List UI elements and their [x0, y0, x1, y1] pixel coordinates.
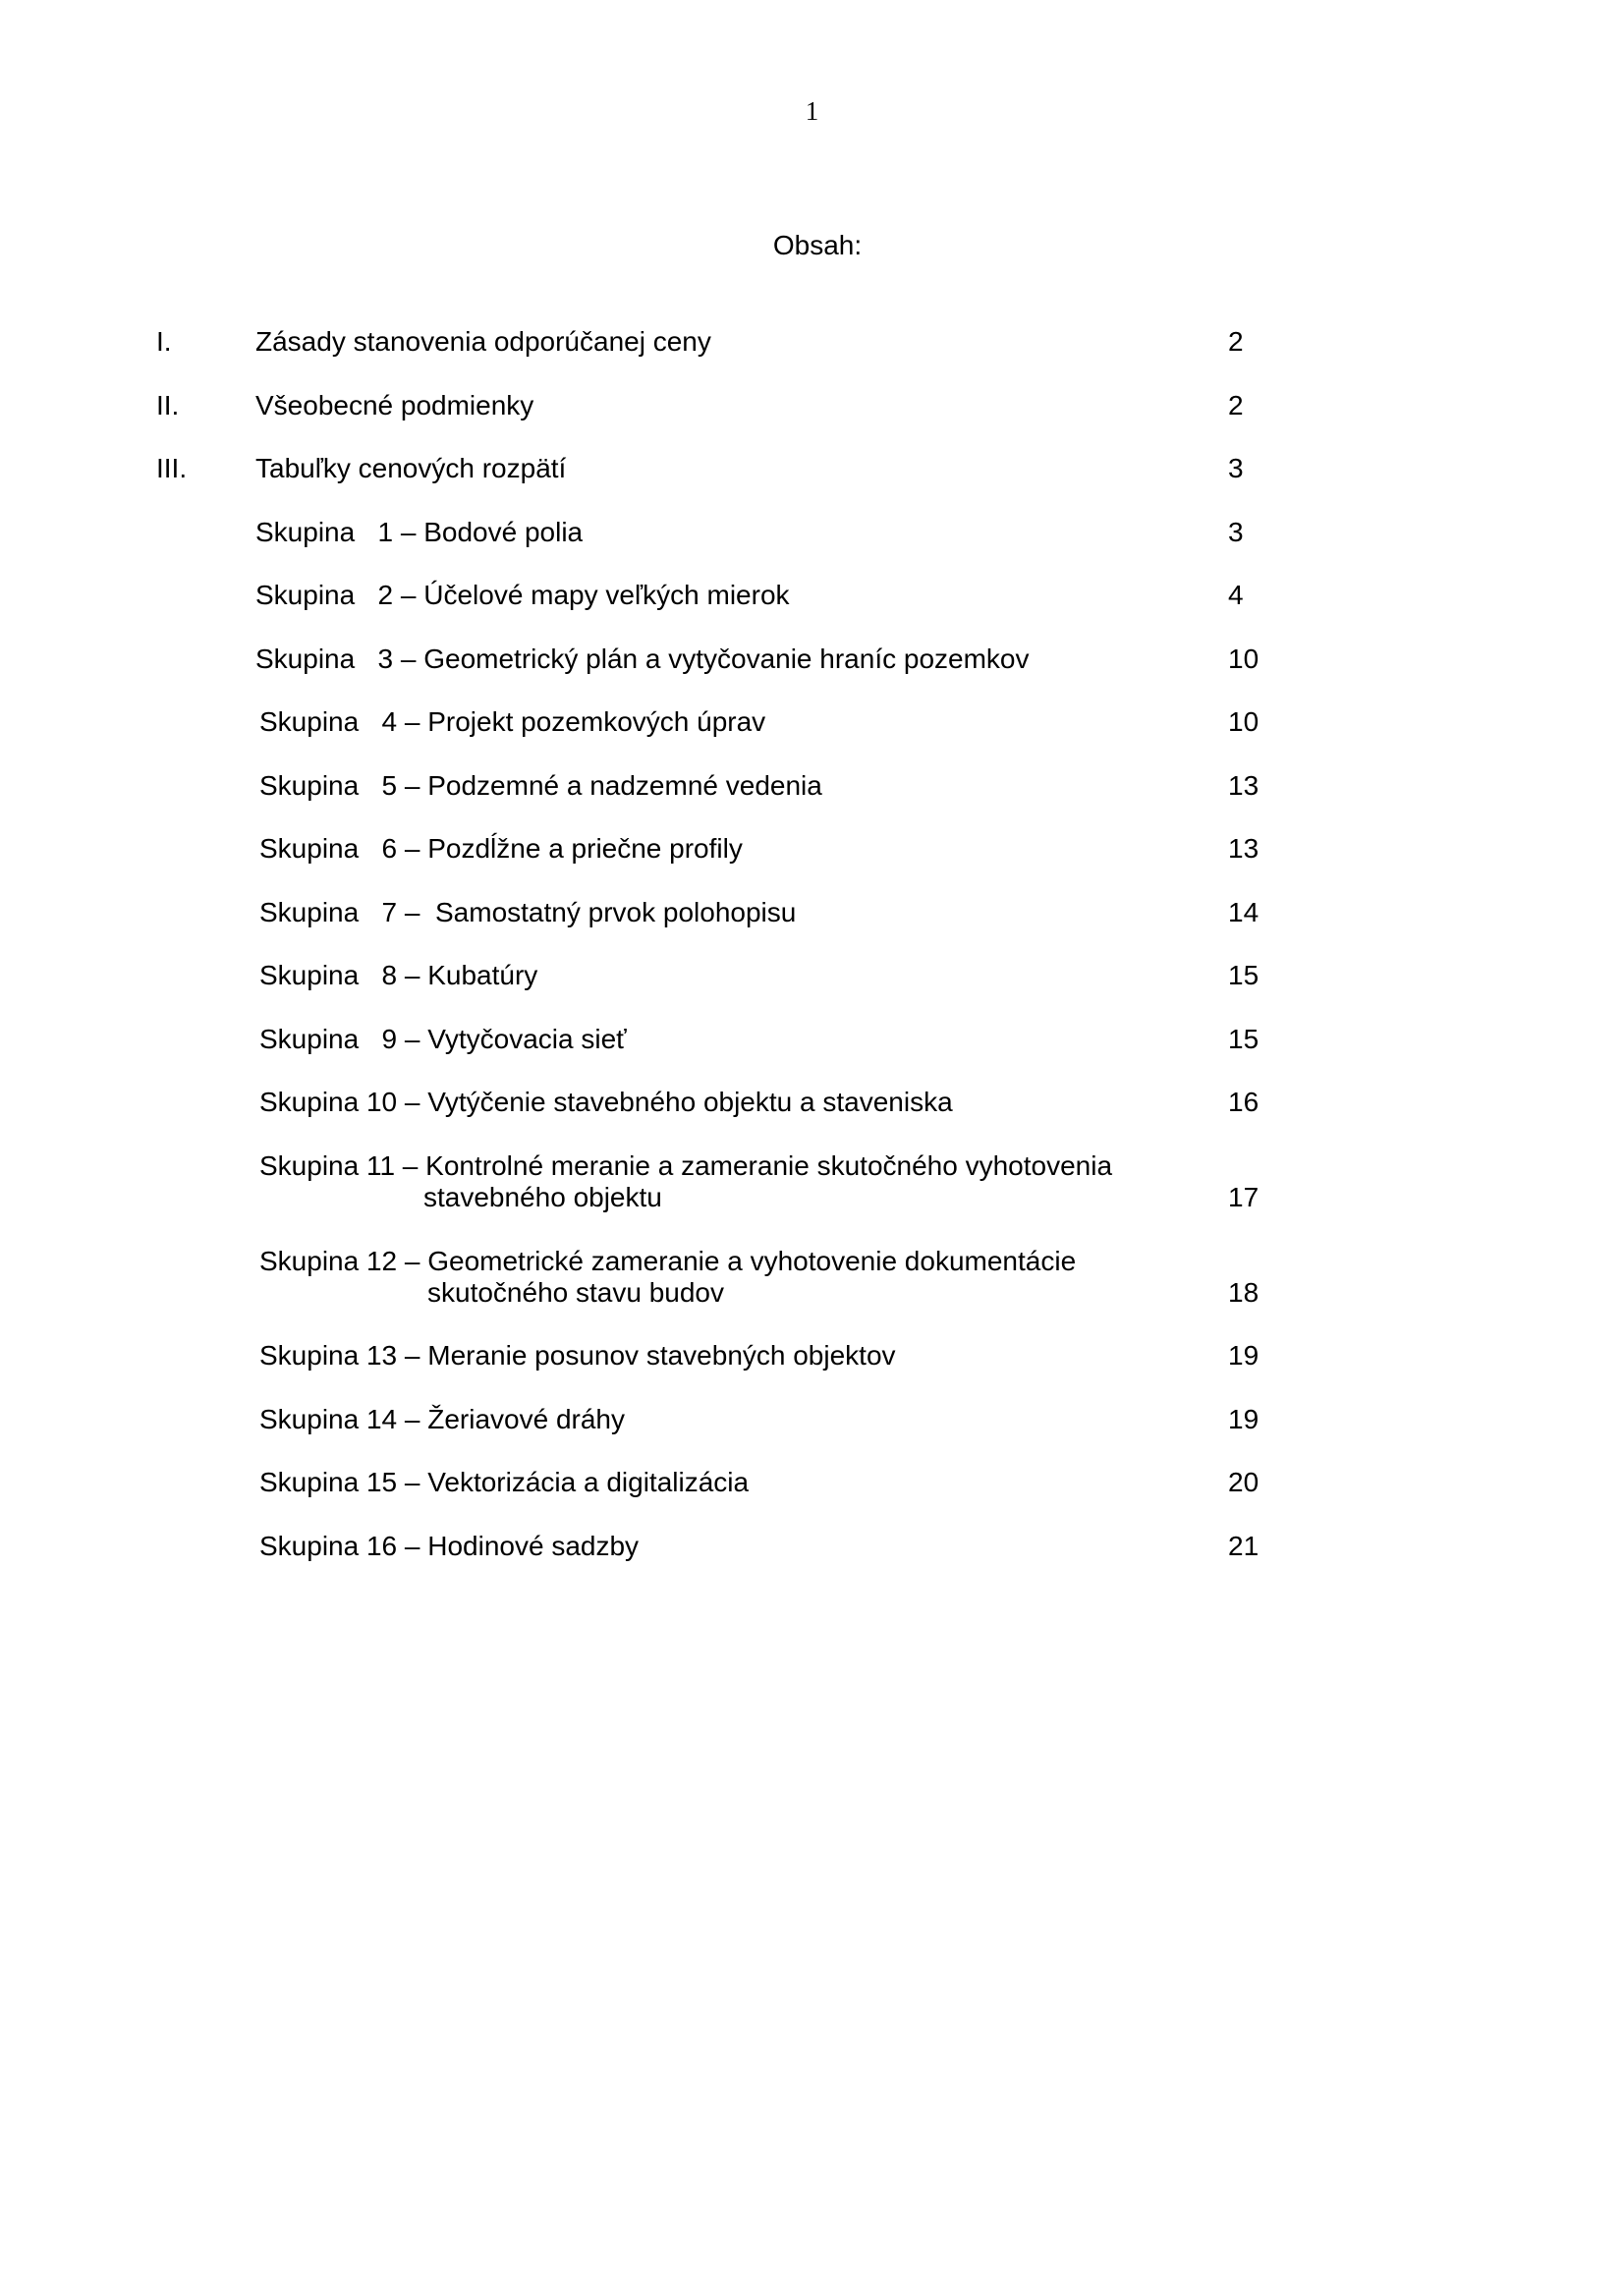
toc-page-number: 19: [1228, 1404, 1260, 1434]
toc-page-number: 20: [1228, 1467, 1260, 1497]
toc-entry-title: Skupina 10 – Vytýčenie stavebného objektu a staveniska: [259, 1087, 953, 1117]
toc-entry-title: Skupina 7 – Samostatný prvok polohopisu: [259, 897, 797, 927]
toc-page-number: 2: [1228, 390, 1244, 420]
toc-page-number: 3: [1228, 453, 1244, 483]
toc-entry-title: Skupina 13 – Meranie posunov stavebných objektov: [259, 1340, 896, 1371]
toc-title: Obsah:: [772, 230, 863, 260]
toc-page-number: 21: [1228, 1531, 1260, 1561]
page-number: 1: [805, 96, 819, 126]
toc-page-number: 13: [1228, 833, 1260, 864]
toc-page-number: 17: [1228, 1182, 1260, 1212]
toc-entry-title: Skupina 5 – Podzemné a nadzemné vedenia: [259, 770, 822, 801]
toc-entry-title: Skupina 6 – Pozdĺžne a priečne profily: [259, 833, 743, 864]
toc-entry-title: Skupina 1 – Bodové polia: [255, 517, 584, 547]
toc-entry-title: Skupina 3 – Geometrický plán a vytyčovanie hraníc pozemkov: [255, 644, 1030, 674]
toc-page-number: 15: [1228, 1024, 1260, 1054]
toc-entry-title: Skupina 11 – Kontrolné meranie a zameranie skutočného vyhotovenia: [259, 1150, 1113, 1181]
toc-page-number: 4: [1228, 580, 1244, 610]
toc-page-number: 14: [1228, 897, 1260, 927]
toc-entry-title: Zásady stanovenia odporúčanej ceny: [255, 326, 711, 357]
toc-page-number: 16: [1228, 1087, 1260, 1117]
toc-roman-numeral: I.: [156, 326, 172, 357]
toc-page-number: 13: [1228, 770, 1260, 801]
toc-page-number: 2: [1228, 326, 1244, 357]
toc-entry-title-continuation: skutočného stavu budov: [427, 1277, 724, 1308]
toc-entry-title: Skupina 2 – Účelové mapy veľkých mierok: [255, 580, 790, 610]
toc-entry-title: Skupina 15 – Vektorizácia a digitalizácia: [259, 1467, 750, 1497]
toc-page-number: 18: [1228, 1277, 1260, 1308]
toc-entry-title: Skupina 9 – Vytyčovacia sieť: [259, 1024, 627, 1054]
toc-entry-title: Všeobecné podmienky: [255, 390, 534, 420]
toc-entry-title: Skupina 12 – Geometrické zameranie a vyhotovenie dokumentácie: [259, 1246, 1077, 1276]
toc-roman-numeral: III.: [156, 453, 188, 483]
toc-page-number: 19: [1228, 1340, 1260, 1371]
toc-entry-title: Tabuľky cenových rozpätí: [255, 453, 567, 483]
toc-page-number: 3: [1228, 517, 1244, 547]
toc-entry-title: Skupina 16 – Hodinové sadzby: [259, 1531, 640, 1561]
toc-entry-title: Skupina 4 – Projekt pozemkových úprav: [259, 706, 766, 737]
toc-page-number: 15: [1228, 960, 1260, 990]
toc-page-number: 10: [1228, 644, 1260, 674]
toc-entry-title-continuation: stavebného objektu: [423, 1182, 662, 1212]
toc-page-number: 10: [1228, 706, 1260, 737]
toc-entry-title: Skupina 8 – Kubatúry: [259, 960, 538, 990]
toc-entry-title: Skupina 14 – Žeriavové dráhy: [259, 1404, 625, 1434]
toc-roman-numeral: II.: [156, 390, 180, 420]
